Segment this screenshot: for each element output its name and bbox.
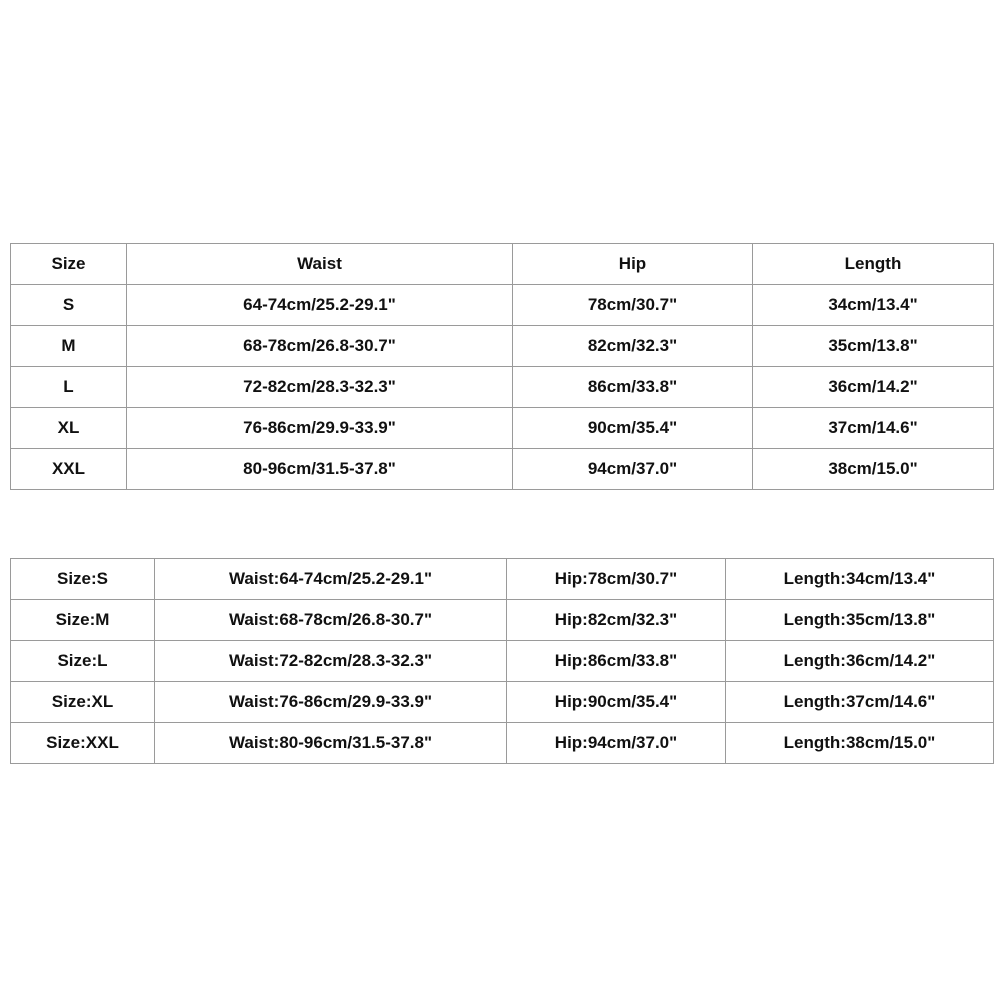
cell-size: Size:XL	[11, 682, 155, 723]
cell-length: Length:37cm/14.6"	[726, 682, 994, 723]
cell-length: 35cm/13.8"	[753, 326, 994, 367]
cell-size: Size:L	[11, 641, 155, 682]
cell-hip: 90cm/35.4"	[513, 408, 753, 449]
cell-waist: 72-82cm/28.3-32.3"	[127, 367, 513, 408]
cell-size: Size:XXL	[11, 723, 155, 764]
cell-waist: Waist:68-78cm/26.8-30.7"	[155, 600, 507, 641]
cell-length: Length:34cm/13.4"	[726, 559, 994, 600]
cell-waist: 76-86cm/29.9-33.9"	[127, 408, 513, 449]
cell-hip: Hip:90cm/35.4"	[507, 682, 726, 723]
cell-waist: Waist:72-82cm/28.3-32.3"	[155, 641, 507, 682]
cell-hip: 94cm/37.0"	[513, 449, 753, 490]
cell-waist: 64-74cm/25.2-29.1"	[127, 285, 513, 326]
cell-waist: Waist:64-74cm/25.2-29.1"	[155, 559, 507, 600]
table-row	[11, 367, 994, 408]
cell-size: XXL	[11, 449, 127, 490]
table-row	[11, 600, 994, 641]
header-hip: Hip	[513, 244, 753, 285]
cell-size: Size:M	[11, 600, 155, 641]
table-row	[11, 326, 994, 367]
cell-waist: Waist:76-86cm/29.9-33.9"	[155, 682, 507, 723]
cell-size: L	[11, 367, 127, 408]
cell-hip: 78cm/30.7"	[513, 285, 753, 326]
cell-waist: 68-78cm/26.8-30.7"	[127, 326, 513, 367]
size-chart-table	[10, 243, 994, 490]
table-row	[11, 723, 994, 764]
cell-length: Length:38cm/15.0"	[726, 723, 994, 764]
cell-hip: Hip:86cm/33.8"	[507, 641, 726, 682]
cell-hip: 86cm/33.8"	[513, 367, 753, 408]
cell-size: M	[11, 326, 127, 367]
cell-size: XL	[11, 408, 127, 449]
table-header-row	[11, 244, 994, 285]
table-row	[11, 449, 994, 490]
table-row	[11, 682, 994, 723]
cell-waist: Waist:80-96cm/31.5-37.8"	[155, 723, 507, 764]
cell-waist: 80-96cm/31.5-37.8"	[127, 449, 513, 490]
cell-length: 38cm/15.0"	[753, 449, 994, 490]
header-size: Size	[11, 244, 127, 285]
cell-hip: Hip:94cm/37.0"	[507, 723, 726, 764]
cell-hip: Hip:82cm/32.3"	[507, 600, 726, 641]
cell-hip: Hip:78cm/30.7"	[507, 559, 726, 600]
cell-size: S	[11, 285, 127, 326]
header-waist: Waist	[127, 244, 513, 285]
table-row	[11, 559, 994, 600]
table-row	[11, 285, 994, 326]
table-row	[11, 408, 994, 449]
cell-length: 36cm/14.2"	[753, 367, 994, 408]
cell-hip: 82cm/32.3"	[513, 326, 753, 367]
table-row	[11, 641, 994, 682]
header-length: Length	[753, 244, 994, 285]
cell-length: 34cm/13.4"	[753, 285, 994, 326]
cell-size: Size:S	[11, 559, 155, 600]
cell-length: Length:35cm/13.8"	[726, 600, 994, 641]
cell-length: Length:36cm/14.2"	[726, 641, 994, 682]
size-chart-labeled-table	[10, 558, 994, 764]
cell-length: 37cm/14.6"	[753, 408, 994, 449]
